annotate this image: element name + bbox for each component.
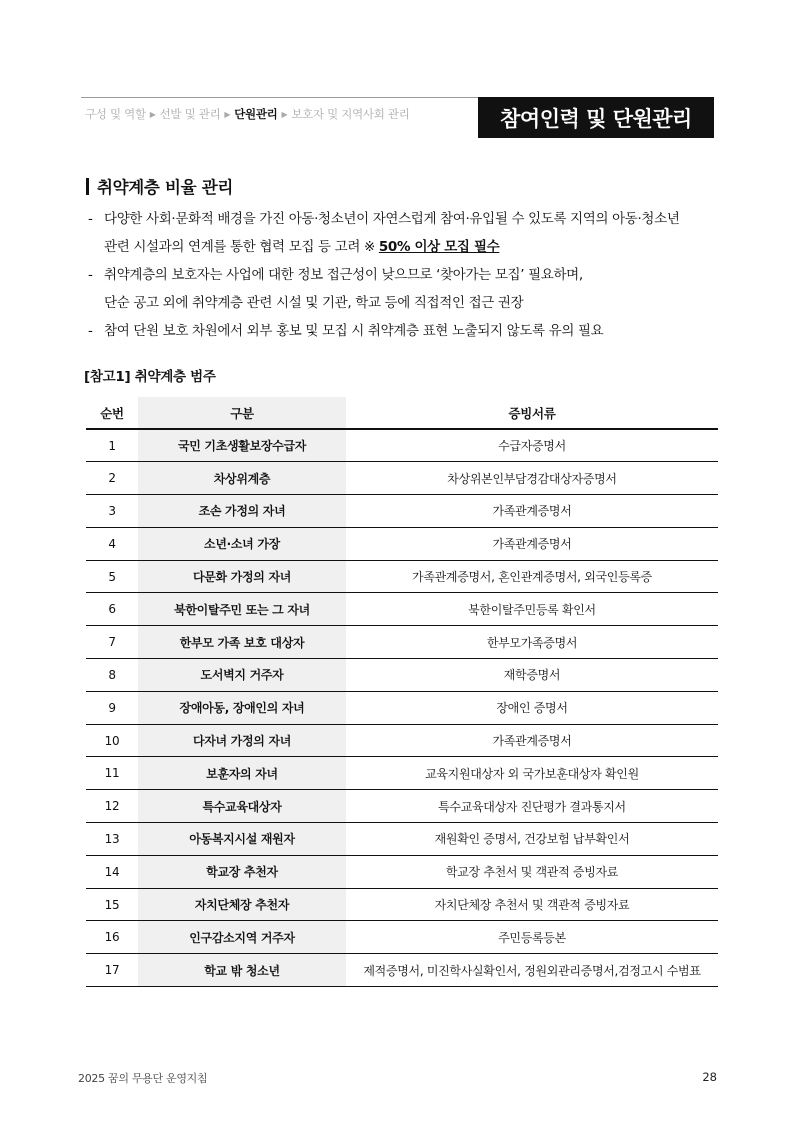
breadcrumb-item-current: 단원관리 (234, 107, 278, 121)
bullet-item (88, 261, 728, 317)
cell-documents: 재원확인 증명서, 건강보험 납부확인서 (346, 823, 718, 856)
chapter-title: 참여인력 및 단원관리 (478, 97, 714, 138)
page-number: 28 (702, 1070, 717, 1084)
dash-icon: - (88, 211, 93, 227)
cell-documents: 수급자증명서 (346, 429, 718, 462)
reference-title: [참고1] 취약계층 범주 (84, 369, 216, 385)
cell-documents: 특수교육대상자 진단평가 결과통지서 (346, 790, 718, 823)
breadcrumb-item-roles: 구성 및 역할 (85, 107, 146, 121)
cell-no: 2 (86, 462, 138, 495)
cell-category: 다자녀 가정의 자녀 (138, 724, 346, 757)
cell-documents: 장애인 증명서 (346, 691, 718, 724)
table-header-row (86, 397, 718, 429)
cell-documents: 가족관계증명서 (346, 495, 718, 528)
table-row (86, 823, 718, 856)
cell-no: 6 (86, 593, 138, 626)
cell-no: 7 (86, 626, 138, 659)
cell-no: 5 (86, 560, 138, 593)
table-row (86, 527, 718, 560)
footer-title: 2025 꿈의 무용단 운영지침 (78, 1072, 208, 1085)
breadcrumb-arrow-icon: ▶ (224, 110, 231, 119)
cell-category: 국민 기초생활보장수급자 (138, 429, 346, 462)
cell-documents: 자치단체장 추천서 및 객관적 증빙자료 (346, 888, 718, 921)
cell-category: 학교장 추천자 (138, 855, 346, 888)
table-row (86, 593, 718, 626)
table-row (86, 954, 718, 987)
cell-no: 1 (86, 429, 138, 462)
cell-documents: 가족관계증명서 (346, 527, 718, 560)
table-row (86, 855, 718, 888)
cell-category: 보훈자의 자녀 (138, 757, 346, 790)
dash-icon: - (88, 323, 93, 339)
header-category: 구분 (138, 397, 346, 429)
bullet-line: 다양한 사회·문화적 배경을 가진 아동·청소년이 자연스럽게 참여·유입될 수 있도록 지역의 아동·청소년 (104, 211, 680, 227)
emphasis-text: 50% 이상 모집 필수 (378, 239, 500, 255)
cell-category: 소년·소녀 가장 (138, 527, 346, 560)
bullet-item (88, 205, 728, 261)
cell-category: 특수교육대상자 (138, 790, 346, 823)
table-row (86, 921, 718, 954)
breadcrumb-item-guardian: 보호자 및 지역사회 관리 (291, 107, 410, 121)
cell-no: 14 (86, 855, 138, 888)
cell-documents: 재학증명서 (346, 659, 718, 692)
cell-category: 자치단체장 추천자 (138, 888, 346, 921)
cell-category: 북한이탈주민 또는 그 자녀 (138, 593, 346, 626)
cell-category: 다문화 가정의 자녀 (138, 560, 346, 593)
cell-documents: 제적증명서, 미진학사실확인서, 정원외관리증명서,검정고시 수범표 (346, 954, 718, 987)
table-row (86, 462, 718, 495)
breadcrumb-arrow-icon: ▶ (281, 110, 288, 119)
table-row (86, 659, 718, 692)
cell-no: 4 (86, 527, 138, 560)
cell-documents: 학교장 추천서 및 객관적 증빙자료 (346, 855, 718, 888)
table-row (86, 790, 718, 823)
cell-documents: 가족관계증명서, 혼인관계증명서, 외국인등록증 (346, 560, 718, 593)
cell-documents: 한부모가족증명서 (346, 626, 718, 659)
cell-category: 아동복지시설 재원자 (138, 823, 346, 856)
bullet-line: 관련 시설과의 연계를 통한 협력 모집 등 고려 ※ (104, 239, 379, 255)
breadcrumb (85, 106, 410, 122)
breadcrumb-item-selection: 선발 및 관리 (159, 107, 221, 121)
bullet-line: 단순 공고 외에 취약계층 관련 시설 및 기관, 학교 등에 직접적인 접근 권장 (104, 295, 524, 311)
cell-no: 8 (86, 659, 138, 692)
cell-category: 학교 밖 청소년 (138, 954, 346, 987)
table-row (86, 724, 718, 757)
bullet-item (88, 317, 728, 345)
header-rule (81, 97, 479, 98)
cell-no: 16 (86, 921, 138, 954)
cell-documents: 북한이탈주민등록 확인서 (346, 593, 718, 626)
table-row (86, 495, 718, 528)
page-header (81, 97, 714, 138)
table-row (86, 429, 718, 462)
cell-documents: 교육지원대상자 외 국가보훈대상자 확인원 (346, 757, 718, 790)
table-row (86, 691, 718, 724)
table-row (86, 626, 718, 659)
cell-no: 9 (86, 691, 138, 724)
bullet-line: 참여 단원 보호 차원에서 외부 홍보 및 모집 시 취약계층 표현 노출되지 않도록 유의 필요 (104, 323, 604, 339)
header-no: 순번 (86, 397, 138, 429)
cell-category: 조손 가정의 자녀 (138, 495, 346, 528)
cell-no: 11 (86, 757, 138, 790)
cell-category: 인구감소지역 거주자 (138, 921, 346, 954)
cell-category: 차상위계층 (138, 462, 346, 495)
cell-documents: 가족관계증명서 (346, 724, 718, 757)
dash-icon: - (88, 267, 93, 283)
cell-category: 도서벽지 거주자 (138, 659, 346, 692)
table-row (86, 560, 718, 593)
vulnerable-group-table (86, 397, 718, 987)
header-documents: 증빙서류 (346, 397, 718, 429)
section-title-text: 취약계층 비율 관리 (97, 178, 234, 197)
cell-category: 장애아동, 장애인의 자녀 (138, 691, 346, 724)
breadcrumb-arrow-icon: ▶ (149, 110, 156, 119)
cell-documents: 주민등록등본 (346, 921, 718, 954)
cell-no: 10 (86, 724, 138, 757)
cell-no: 12 (86, 790, 138, 823)
cell-no: 3 (86, 495, 138, 528)
cell-documents: 차상위본인부담경감대상자증명서 (346, 462, 718, 495)
cell-category: 한부모 가족 보호 대상자 (138, 626, 346, 659)
table-row (86, 888, 718, 921)
bullet-list (88, 205, 728, 345)
cell-no: 13 (86, 823, 138, 856)
section-title (86, 174, 233, 198)
bullet-line: 취약계층의 보호자는 사업에 대한 정보 접근성이 낮으므로 ‘찾아가는 모집’ 필요하며, (104, 267, 583, 283)
cell-no: 17 (86, 954, 138, 987)
table-row (86, 757, 718, 790)
cell-no: 15 (86, 888, 138, 921)
section-bar-icon (86, 178, 89, 195)
